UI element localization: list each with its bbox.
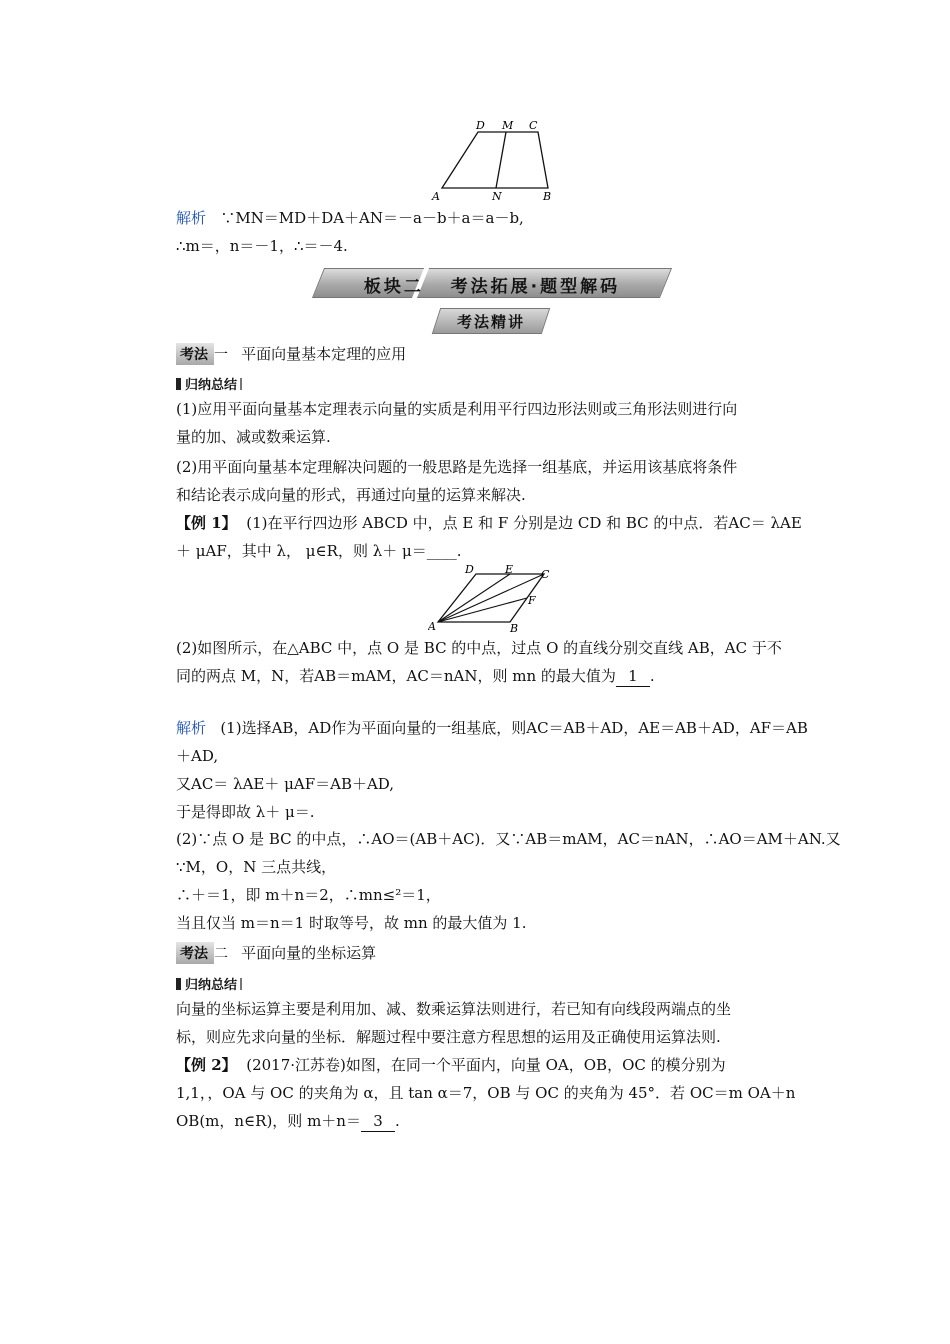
trapezoid-shape: [442, 132, 548, 188]
solution1-line1: [176, 208, 524, 228]
example1-answer: 1: [616, 666, 650, 687]
method2-tag: 考法: [176, 942, 214, 964]
example1-text1: (1)在平行四边形 ABCD 中，点 E 和 F 分别是边 CD 和 BC 的中点．若AC＝ λAE: [246, 514, 802, 532]
method1-num: 一: [214, 347, 228, 363]
method1-title: 平面向量基本定理的应用: [241, 345, 407, 363]
trapezoid-figure: [430, 118, 560, 210]
solution2-line3: 又AC＝ λAE＋ μAF＝AB＋AD,: [176, 775, 395, 793]
summary-label-1: [176, 374, 242, 393]
solution1-line2: ∴m＝，n＝－1，∴＝－4.: [176, 237, 348, 255]
label-a2: A: [428, 620, 436, 633]
method1-heading: [176, 343, 406, 367]
label-b: B: [543, 190, 552, 203]
banner-left: 板块二: [363, 277, 424, 297]
summary-end-icon: [240, 378, 242, 390]
example2-line2: 1,1，，OA 与 OC 的夹角为 α，且 tan α＝7，OB 与 OC 的夹角为 45°．若 OC＝m OA＋n: [176, 1084, 796, 1102]
solution2-line2: ＋AD,: [176, 747, 219, 765]
label-d: D: [476, 119, 485, 132]
example1-line4-text: 同的两点 M，N，若AB＝mAM，AC＝nAN，则 mn 的最大值为: [176, 667, 616, 685]
example2-label: 【例 2】: [176, 1056, 237, 1074]
solution2-line5: (2)∵点 O 是 BC 的中点，∴AO＝(AB＋AC)．又∵AB＝mAM，AC＝nAN，∴AO＝AM＋AN.又: [176, 830, 841, 848]
label-f: F: [528, 594, 536, 607]
example1-line3: (2)如图所示，在△ABC 中，点 O 是 BC 的中点，过点 O 的直线分别交直线 AB，AC 于不: [176, 639, 782, 657]
label-d2: D: [465, 564, 474, 576]
m1-p2b: 和结论表示成向量的形式，再通过向量的运算来解决.: [176, 486, 526, 504]
label-b2: B: [510, 622, 519, 634]
banner-title: [318, 272, 666, 297]
solution-label: 解析: [176, 209, 207, 227]
m2-p1a: 向量的坐标运算主要是利用加、减、数乘运算法则进行，若已知有向线段两端点的坐: [176, 1000, 732, 1018]
section-tag: [436, 308, 546, 334]
method2-title: 平面向量的坐标运算: [241, 944, 377, 962]
summary-end-icon: [240, 978, 242, 990]
example1-line4: [176, 666, 655, 687]
summary-bar-icon: [176, 378, 181, 390]
summary-bar-icon: [176, 978, 181, 990]
method1-tag: 考法: [176, 343, 214, 365]
parallelogram-figure: [428, 564, 558, 634]
label-n: N: [492, 190, 502, 203]
solution2-line8: 当且仅当 m＝n＝1 时取等号，故 mn 的最大值为 1.: [176, 914, 527, 932]
section-tag-text: 考法精讲: [456, 313, 525, 331]
section-banner: [318, 268, 666, 298]
label-m: M: [502, 119, 514, 132]
example2-text1: (2017·江苏卷)如图，在同一个平面内，向量 OA，OB，OC 的模分别为: [246, 1056, 726, 1074]
example1-label: 【例 1】: [176, 514, 237, 532]
example1-line1: [176, 513, 802, 533]
segment-mn: [496, 132, 506, 188]
summary-text: 归纳总结: [185, 978, 238, 993]
example2-line3: [176, 1111, 400, 1132]
solution1-text1: ∵MN＝MD＋DA＋AN＝－a－b＋a＝a－b,: [220, 209, 524, 227]
example2-answer: 3: [361, 1111, 395, 1132]
solution2-line7: ∴＋＝1，即 m＋n＝2，∴mn≤²＝1，: [176, 886, 441, 904]
example1-line4-end: .: [649, 667, 655, 685]
summary-label-2: [176, 974, 242, 993]
example2-line3-text: OB(m，n∈R)，则 m＋n＝: [176, 1112, 361, 1130]
m1-p1a: (1)应用平面向量基本定理表示向量的实质是利用平行四边形法则或三角形法则进行向: [176, 400, 738, 418]
solution2-text1: (1)选择AB，AD作为平面向量的一组基底，则AC＝AB＋AD，AE＝AB＋AD，AF＝AB: [220, 719, 808, 737]
example2-line1: [176, 1055, 726, 1075]
method2-heading: [176, 942, 376, 966]
summary-text: 归纳总结: [185, 378, 238, 393]
example1-line2: ＋ μAF，其中 λ， μ∈R，则 λ＋ μ＝____.: [176, 542, 462, 560]
m2-p1b: 标，则应先求向量的坐标．解题过程中要注意方程思想的运用及正确使用运算法则.: [176, 1028, 721, 1046]
example2-line3-end: .: [394, 1112, 400, 1130]
m1-p2a: (2)用平面向量基本定理解决问题的一般思路是先选择一组基底，并运用该基底将条件: [176, 458, 738, 476]
method2-num: 二: [214, 946, 228, 962]
label-a: A: [432, 190, 440, 203]
label-c2: C: [541, 568, 550, 581]
label-e: E: [505, 564, 514, 576]
m1-p1b: 量的加、减或数乘运算.: [176, 428, 331, 446]
solution2-line6: ∵M，O，N 三点共线，: [176, 858, 337, 876]
segment-ae: [438, 574, 510, 622]
label-c: C: [529, 119, 538, 132]
solution2-line1: [176, 718, 808, 738]
banner-right: 考法拓展·题型解码: [450, 277, 621, 297]
solution2-line4: 于是得即故 λ＋ μ＝.: [176, 803, 315, 821]
solution2-label: 解析: [176, 719, 207, 737]
